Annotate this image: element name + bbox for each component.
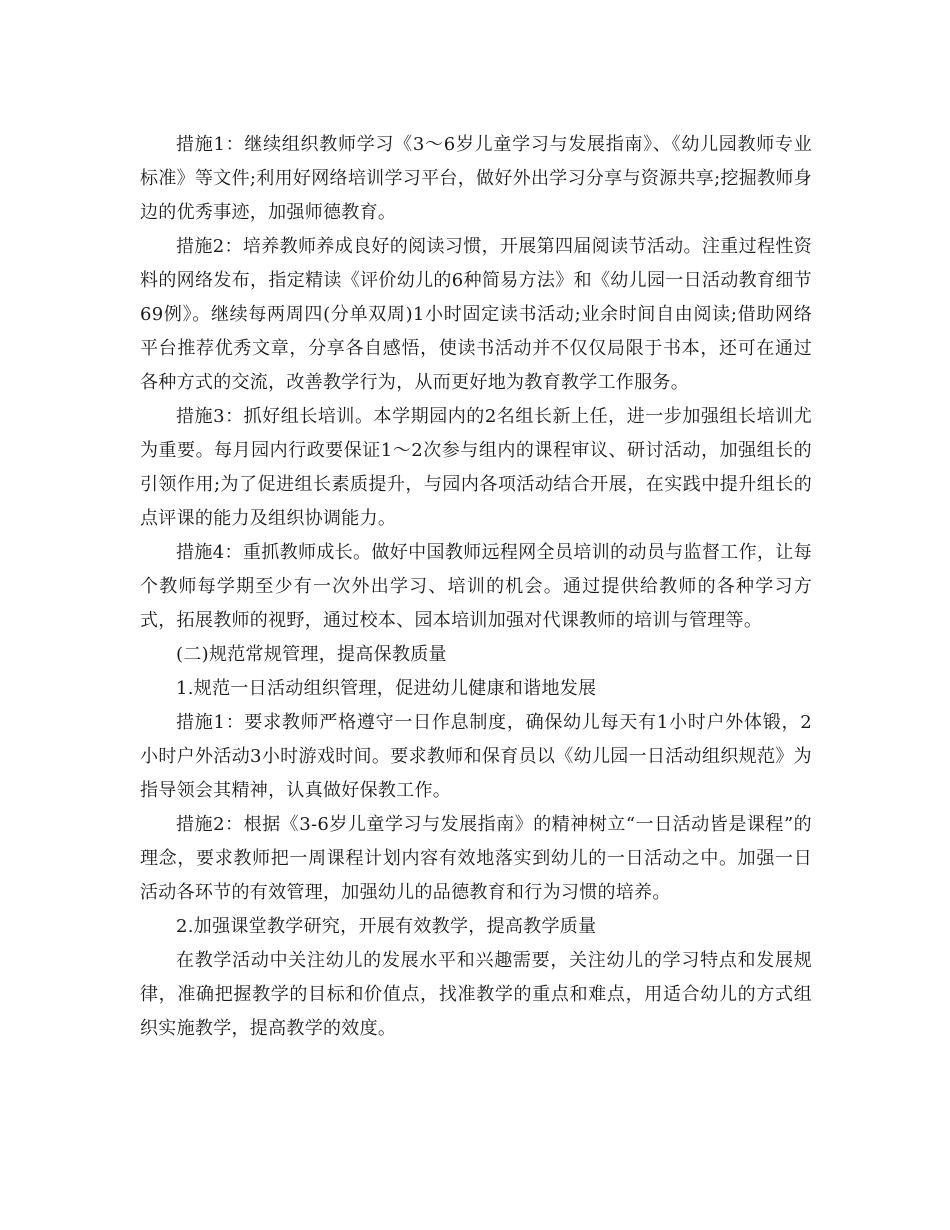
paragraph-measure-2: 措施2：培养教师养成良好的阅读习惯，开展第四届阅读节活动。注重过程性资料的网络发布，指定精读《评价幼儿的6种简易方法》和《幼儿园一日活动教育细节69例》。继续每两周四(分单双周)1小时固定读书活动;业余时间自由阅读;借助网络平台推荐优秀文章，分享各自感悟，使读书活动并不仅仅局限于书本，还可在通过各种方式的交流，改善教学行为，从而更好地为教育教学工作服务。 (140, 236, 812, 393)
subheading-1: 1.规范一日活动组织管理，促进幼儿健康和谐地发展 (176, 678, 597, 699)
section-heading: (二)规范常规管理，提高保教质量 (176, 644, 447, 665)
paragraph-measure-1: 措施1：继续组织教师学习《3～6岁儿童学习与发展指南》、《幼儿园教师专业标准》等文件;利用好网络培训学习平台，做好外出学习分享与资源共享;挖掘教师身边的优秀事迹，加强师德教育。 (140, 134, 812, 223)
paragraph-measure-3: 措施3：抓好组长培训。本学期园内的2名组长新上任，进一步加强组长培训尤为重要。每月园内行政要保证1～2次参与组内的课程审议、研讨活动，加强组长的引领作用;为了促进组长素质提升，与园内各项活动结合开展，在实践中提升组长的点评课的能力及组织协调能力。 (140, 406, 812, 529)
paragraph-measure-4: 措施4：重抓教师成长。做好中国教师远程网全员培训的动员与监督工作，让每个教师每学期至少有一次外出学习、培训的机会。通过提供给教师的各种学习方式，拓展教师的视野，通过校本、园本培训加强对代课教师的培训与管理等。 (140, 542, 812, 631)
subheading-2: 2.加强课堂教学研究，开展有效教学，提高教学质量 (176, 916, 597, 937)
paragraph-teaching: 在教学活动中关注幼儿的发展水平和兴趣需要，关注幼儿的学习特点和发展规律，准确把握教学的目标和价值点，找准教学的重点和难点，用适合幼儿的方式组织实施教学，提高教学的效度。 (140, 950, 812, 1039)
document-body (140, 128, 812, 1046)
paragraph-routine-measure-1: 措施1：要求教师严格遵守一日作息制度，确保幼儿每天有1小时户外体锻，2小时户外活动3小时游戏时间。要求教师和保育员以《幼儿园一日活动组织规范》为指导领会其精神，认真做好保教工作。 (140, 712, 812, 801)
paragraph-routine-measure-2: 措施2：根据《3-6岁儿童学习与发展指南》的精神树立“一日活动皆是课程”的理念，要求教师把一周课程计划内容有效地落实到幼儿的一日活动之中。加强一日活动各环节的有效管理，加强幼儿的品德教育和行为习惯的培养。 (140, 814, 812, 903)
